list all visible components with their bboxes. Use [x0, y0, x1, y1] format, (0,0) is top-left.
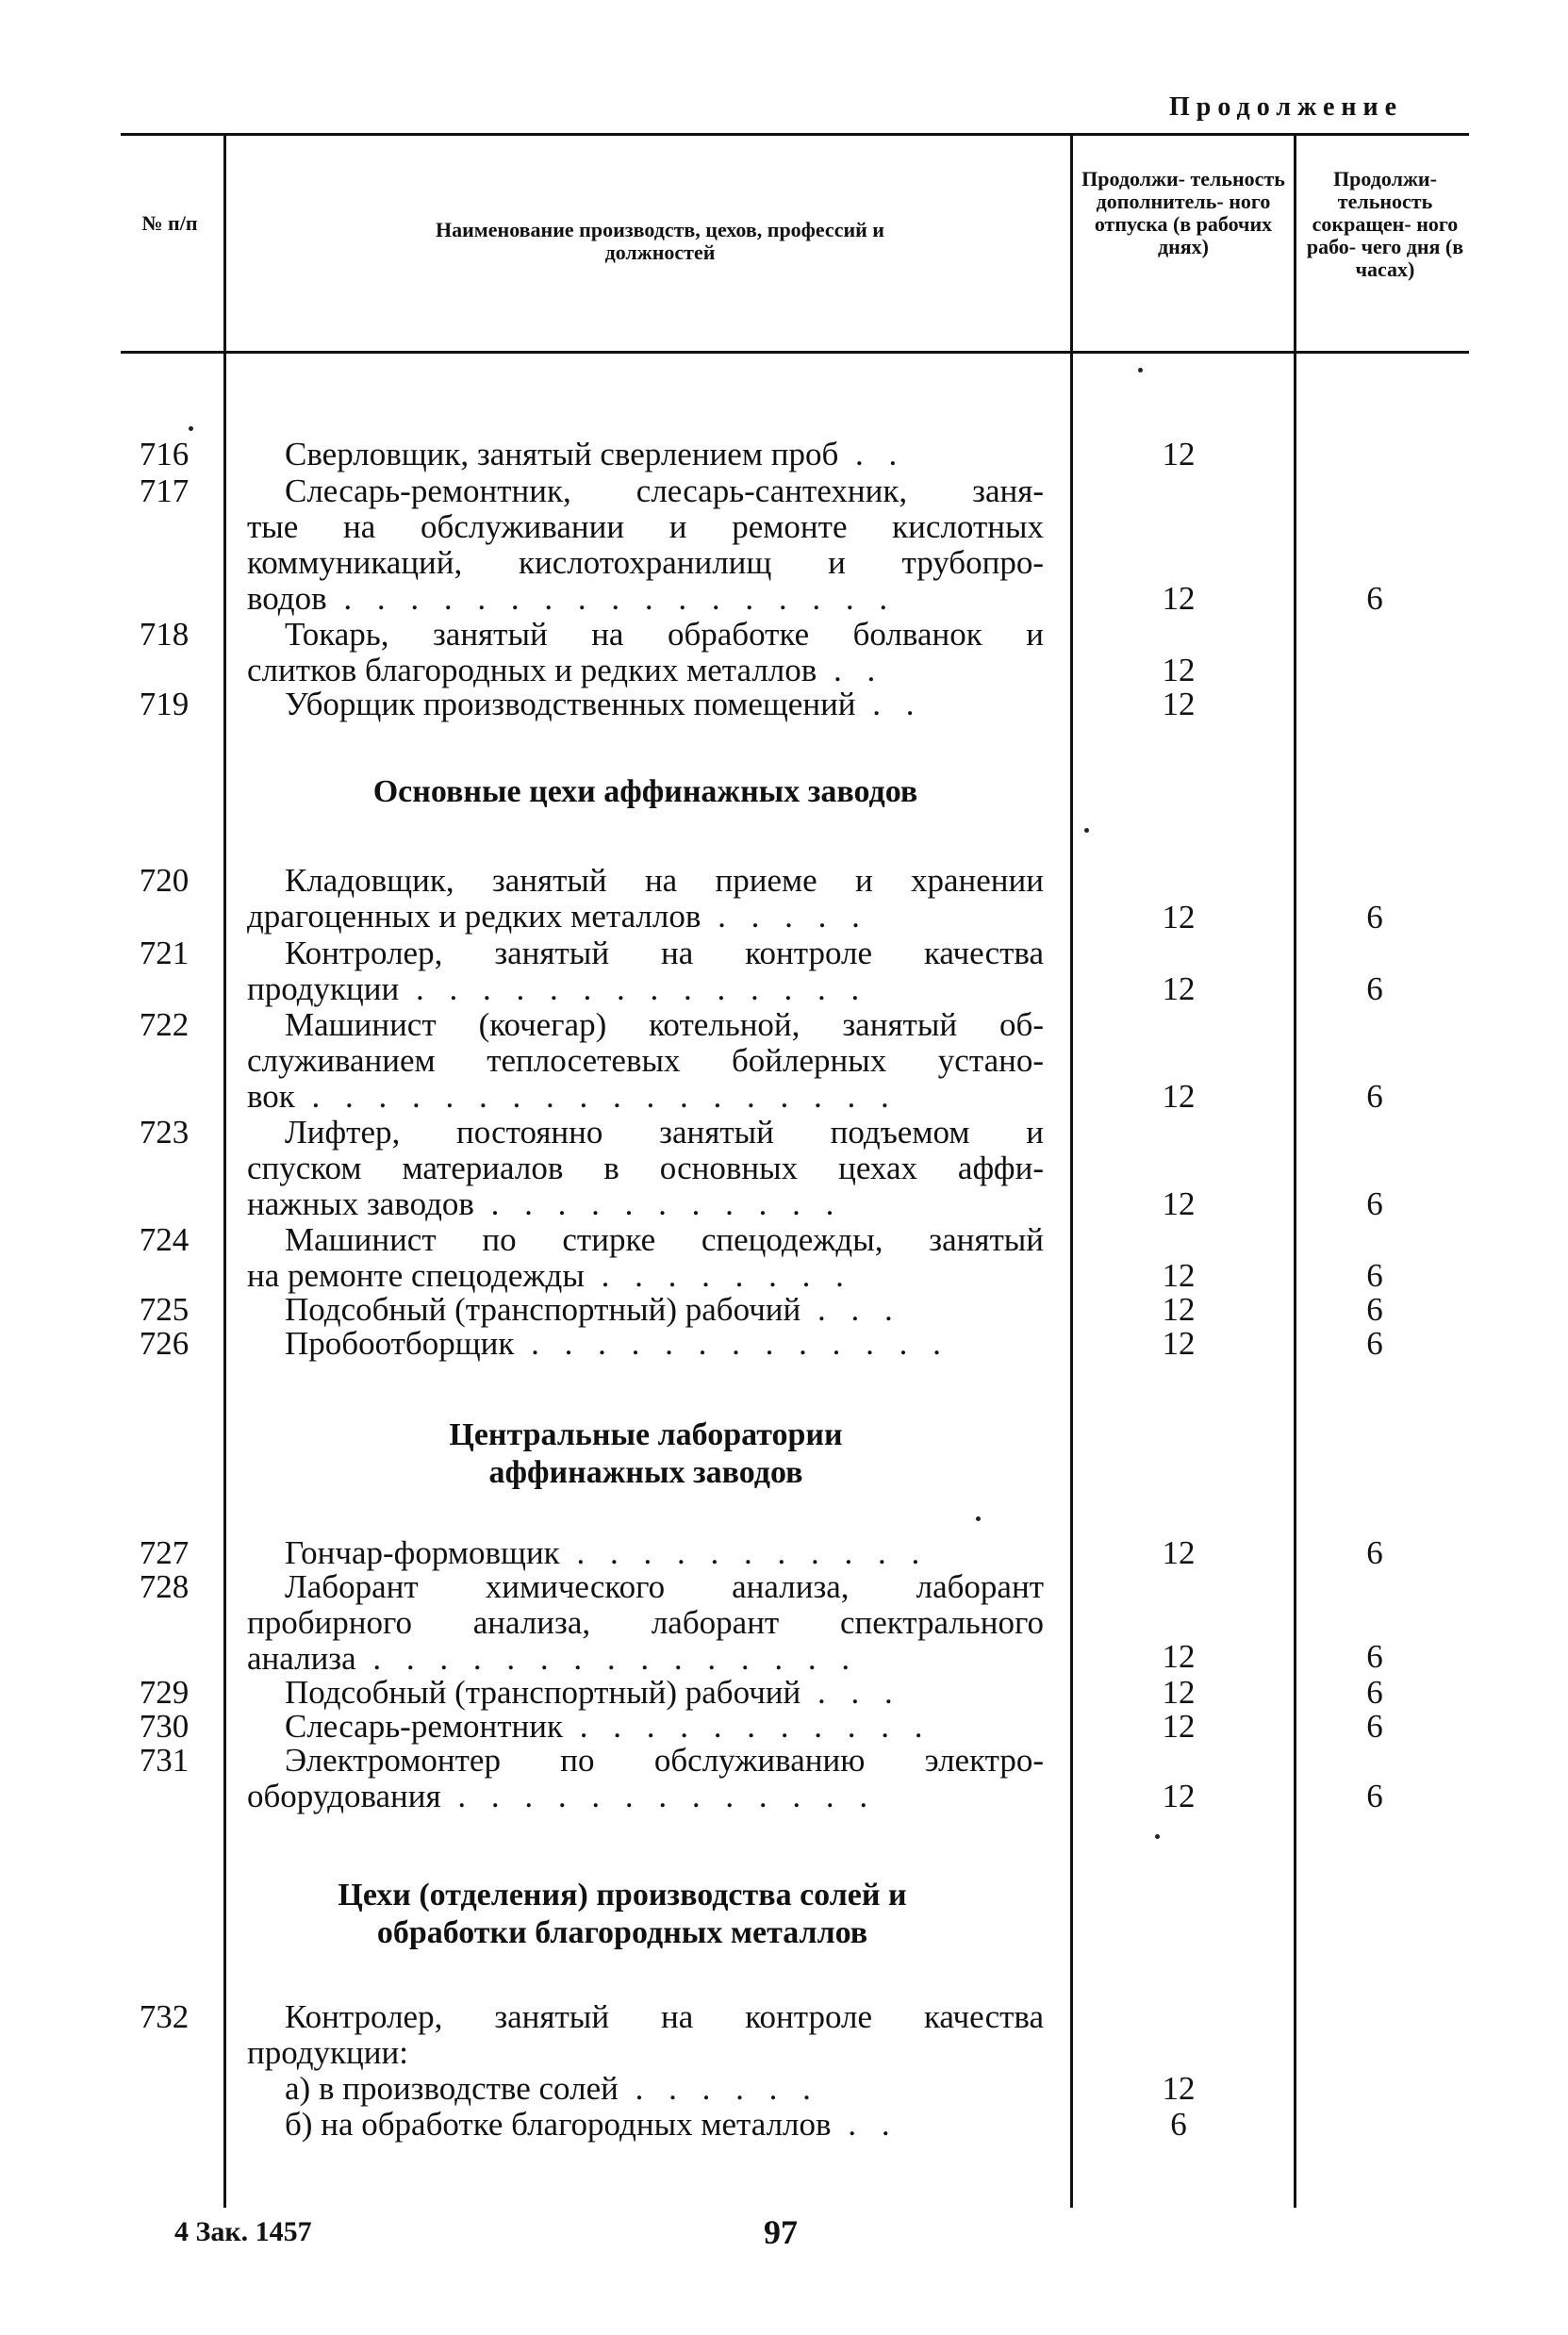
row-number: 717 — [139, 472, 190, 509]
row-leave: 12 — [1162, 970, 1196, 1007]
row-text: Подсобный (транспортный) рабочий . . . — [285, 1291, 901, 1328]
row-text: Уборщик производственных помещений . . — [285, 686, 923, 722]
row-text: Лаборант химического анализа, лаборант пробирного анализа, лаборант спектрального анализа . . . . . . . . . . . . . . . — [247, 1568, 1044, 1677]
row-leave: 12 — [1162, 652, 1196, 688]
row-leave: 12 — [1162, 580, 1196, 617]
row-text: Слесарь-ремонтник . . . . . . . . . . . — [285, 1708, 932, 1745]
row-text: Токарь, занятый на обработке болванок и слитков благородных и редких металлов . . — [247, 616, 1044, 688]
row-text: а) в производстве солей . . . . . . — [285, 2070, 819, 2107]
row-number: 723 — [139, 1114, 190, 1151]
row-number: 716 — [139, 436, 190, 472]
scan-speck — [1138, 368, 1143, 373]
row-number: 727 — [139, 1534, 190, 1571]
row-leave: 12 — [1162, 1185, 1196, 1222]
row-leave: 12 — [1162, 1257, 1196, 1294]
row-number: 724 — [139, 1221, 190, 1258]
row-text: Машинист (кочегар) котельной, занятый об- служиванием теплосетевых бойлерных устано- вок . . . . . . . . . . . . . . . . . . — [247, 1006, 1044, 1115]
scan-speck — [976, 1516, 981, 1521]
scan-speck — [1155, 1834, 1160, 1839]
row-day: 6 — [1366, 1185, 1383, 1222]
footer-signature: 4 Зак. 1457 — [174, 2216, 312, 2247]
row-number: 718 — [139, 616, 190, 653]
col-divider-2 — [1070, 133, 1073, 2208]
scan-speck — [1084, 828, 1089, 833]
row-leave: 12 — [1162, 1778, 1196, 1814]
table-top-rule — [121, 133, 1469, 136]
header-bottom-rule — [121, 351, 1469, 354]
row-text: Гончар-формовщик . . . . . . . . . . . — [285, 1534, 929, 1571]
row-number: 728 — [139, 1568, 190, 1605]
row-number: 729 — [139, 1674, 190, 1711]
row-text: б) на обработке благородных металлов . . — [285, 2106, 899, 2143]
row-day: 6 — [1366, 1078, 1383, 1115]
page-number: 97 — [764, 2213, 798, 2251]
row-day: 6 — [1366, 899, 1383, 936]
row-leave: 12 — [1162, 1534, 1196, 1571]
row-leave: 12 — [1162, 2070, 1196, 2107]
row-number: 722 — [139, 1006, 190, 1043]
row-text: Лифтер, постоянно занятый подъемом и спуском материалов в основных цехах аффи- нажных заводов . . . . . . . . . . . — [247, 1114, 1044, 1222]
row-leave: 12 — [1162, 899, 1196, 936]
row-number: 725 — [139, 1291, 190, 1328]
row-day: 6 — [1366, 1534, 1383, 1571]
row-day: 6 — [1366, 1674, 1383, 1711]
row-text: Контролер, занятый на контроле качества продукции . . . . . . . . . . . . . . — [247, 935, 1044, 1007]
row-day: 6 — [1366, 970, 1383, 1007]
row-text: Электромонтер по обслуживанию электро- оборудования . . . . . . . . . . . . . — [247, 1742, 1044, 1814]
section-heading: Центральные лаборатории аффинажных заводов — [449, 1417, 843, 1490]
row-day: 6 — [1366, 580, 1383, 617]
header-col-name: Наименование производств, цехов, профессий и должностей — [436, 218, 884, 264]
row-day: 6 — [1366, 1291, 1383, 1328]
row-text: Слесарь-ремонтник, слесарь-сантехник, заня- тые на обслуживании и ремонте кислотных коммуникаций, кислотохранилищ и трубопро- водов . . . . . . . . . . . . . . . . . — [247, 472, 1044, 617]
row-number: 730 — [139, 1708, 190, 1745]
continuation-label: Продолжение — [1169, 92, 1404, 122]
row-number: 720 — [139, 862, 190, 899]
row-text: Пробоотборщик . . . . . . . . . . . . . — [285, 1325, 949, 1362]
row-number: 719 — [139, 686, 190, 722]
row-number: 726 — [139, 1325, 190, 1362]
row-text: Подсобный (транспортный) рабочий . . . — [285, 1674, 901, 1711]
row-day: 6 — [1366, 1778, 1383, 1814]
row-leave: 12 — [1162, 1325, 1196, 1362]
row-text: Кладовщик, занятый на приеме и хранении драгоценных и редких металлов . . . . . — [247, 862, 1044, 935]
row-text: Контролер, занятый на контроле качества продукции: — [247, 1998, 1044, 2071]
row-number: 721 — [139, 935, 190, 971]
section-heading: Цехи (отделения) производства солей и обработки благородных металлов — [338, 1878, 907, 1950]
row-leave: 12 — [1162, 1708, 1196, 1745]
row-day: 6 — [1366, 1708, 1383, 1745]
row-text: Сверловщик, занятый сверлением проб . . — [285, 436, 906, 472]
row-leave: 6 — [1170, 2106, 1187, 2143]
row-number: 731 — [139, 1742, 190, 1779]
row-leave: 12 — [1162, 1078, 1196, 1115]
header-col-num: № п/п — [141, 211, 198, 235]
row-leave: 12 — [1162, 1291, 1196, 1328]
col-divider-1 — [223, 133, 226, 2208]
section-heading: Основные цехи аффинажных заводов — [372, 774, 918, 809]
header-col-day: Продолжи- тельность сокращен- ного рабо- чего дня (в часах) — [1306, 167, 1464, 281]
header-col-leave: Продолжи- тельность дополнитель- ного отпуска (в рабочих днях) — [1081, 167, 1285, 258]
row-text: Машинист по стирке спецодежды, занятый на ремонте спецодежды . . . . . . . . — [247, 1221, 1044, 1294]
row-number: 732 — [139, 1998, 190, 2035]
row-day: 6 — [1366, 1257, 1383, 1294]
row-leave: 12 — [1162, 1638, 1196, 1675]
col-divider-3 — [1294, 133, 1296, 2208]
row-leave: 12 — [1162, 1674, 1196, 1711]
row-day: 6 — [1366, 1325, 1383, 1362]
row-day: 6 — [1366, 1638, 1383, 1675]
scan-speck — [189, 426, 193, 431]
row-leave: 12 — [1162, 436, 1196, 472]
row-leave: 12 — [1162, 686, 1196, 722]
